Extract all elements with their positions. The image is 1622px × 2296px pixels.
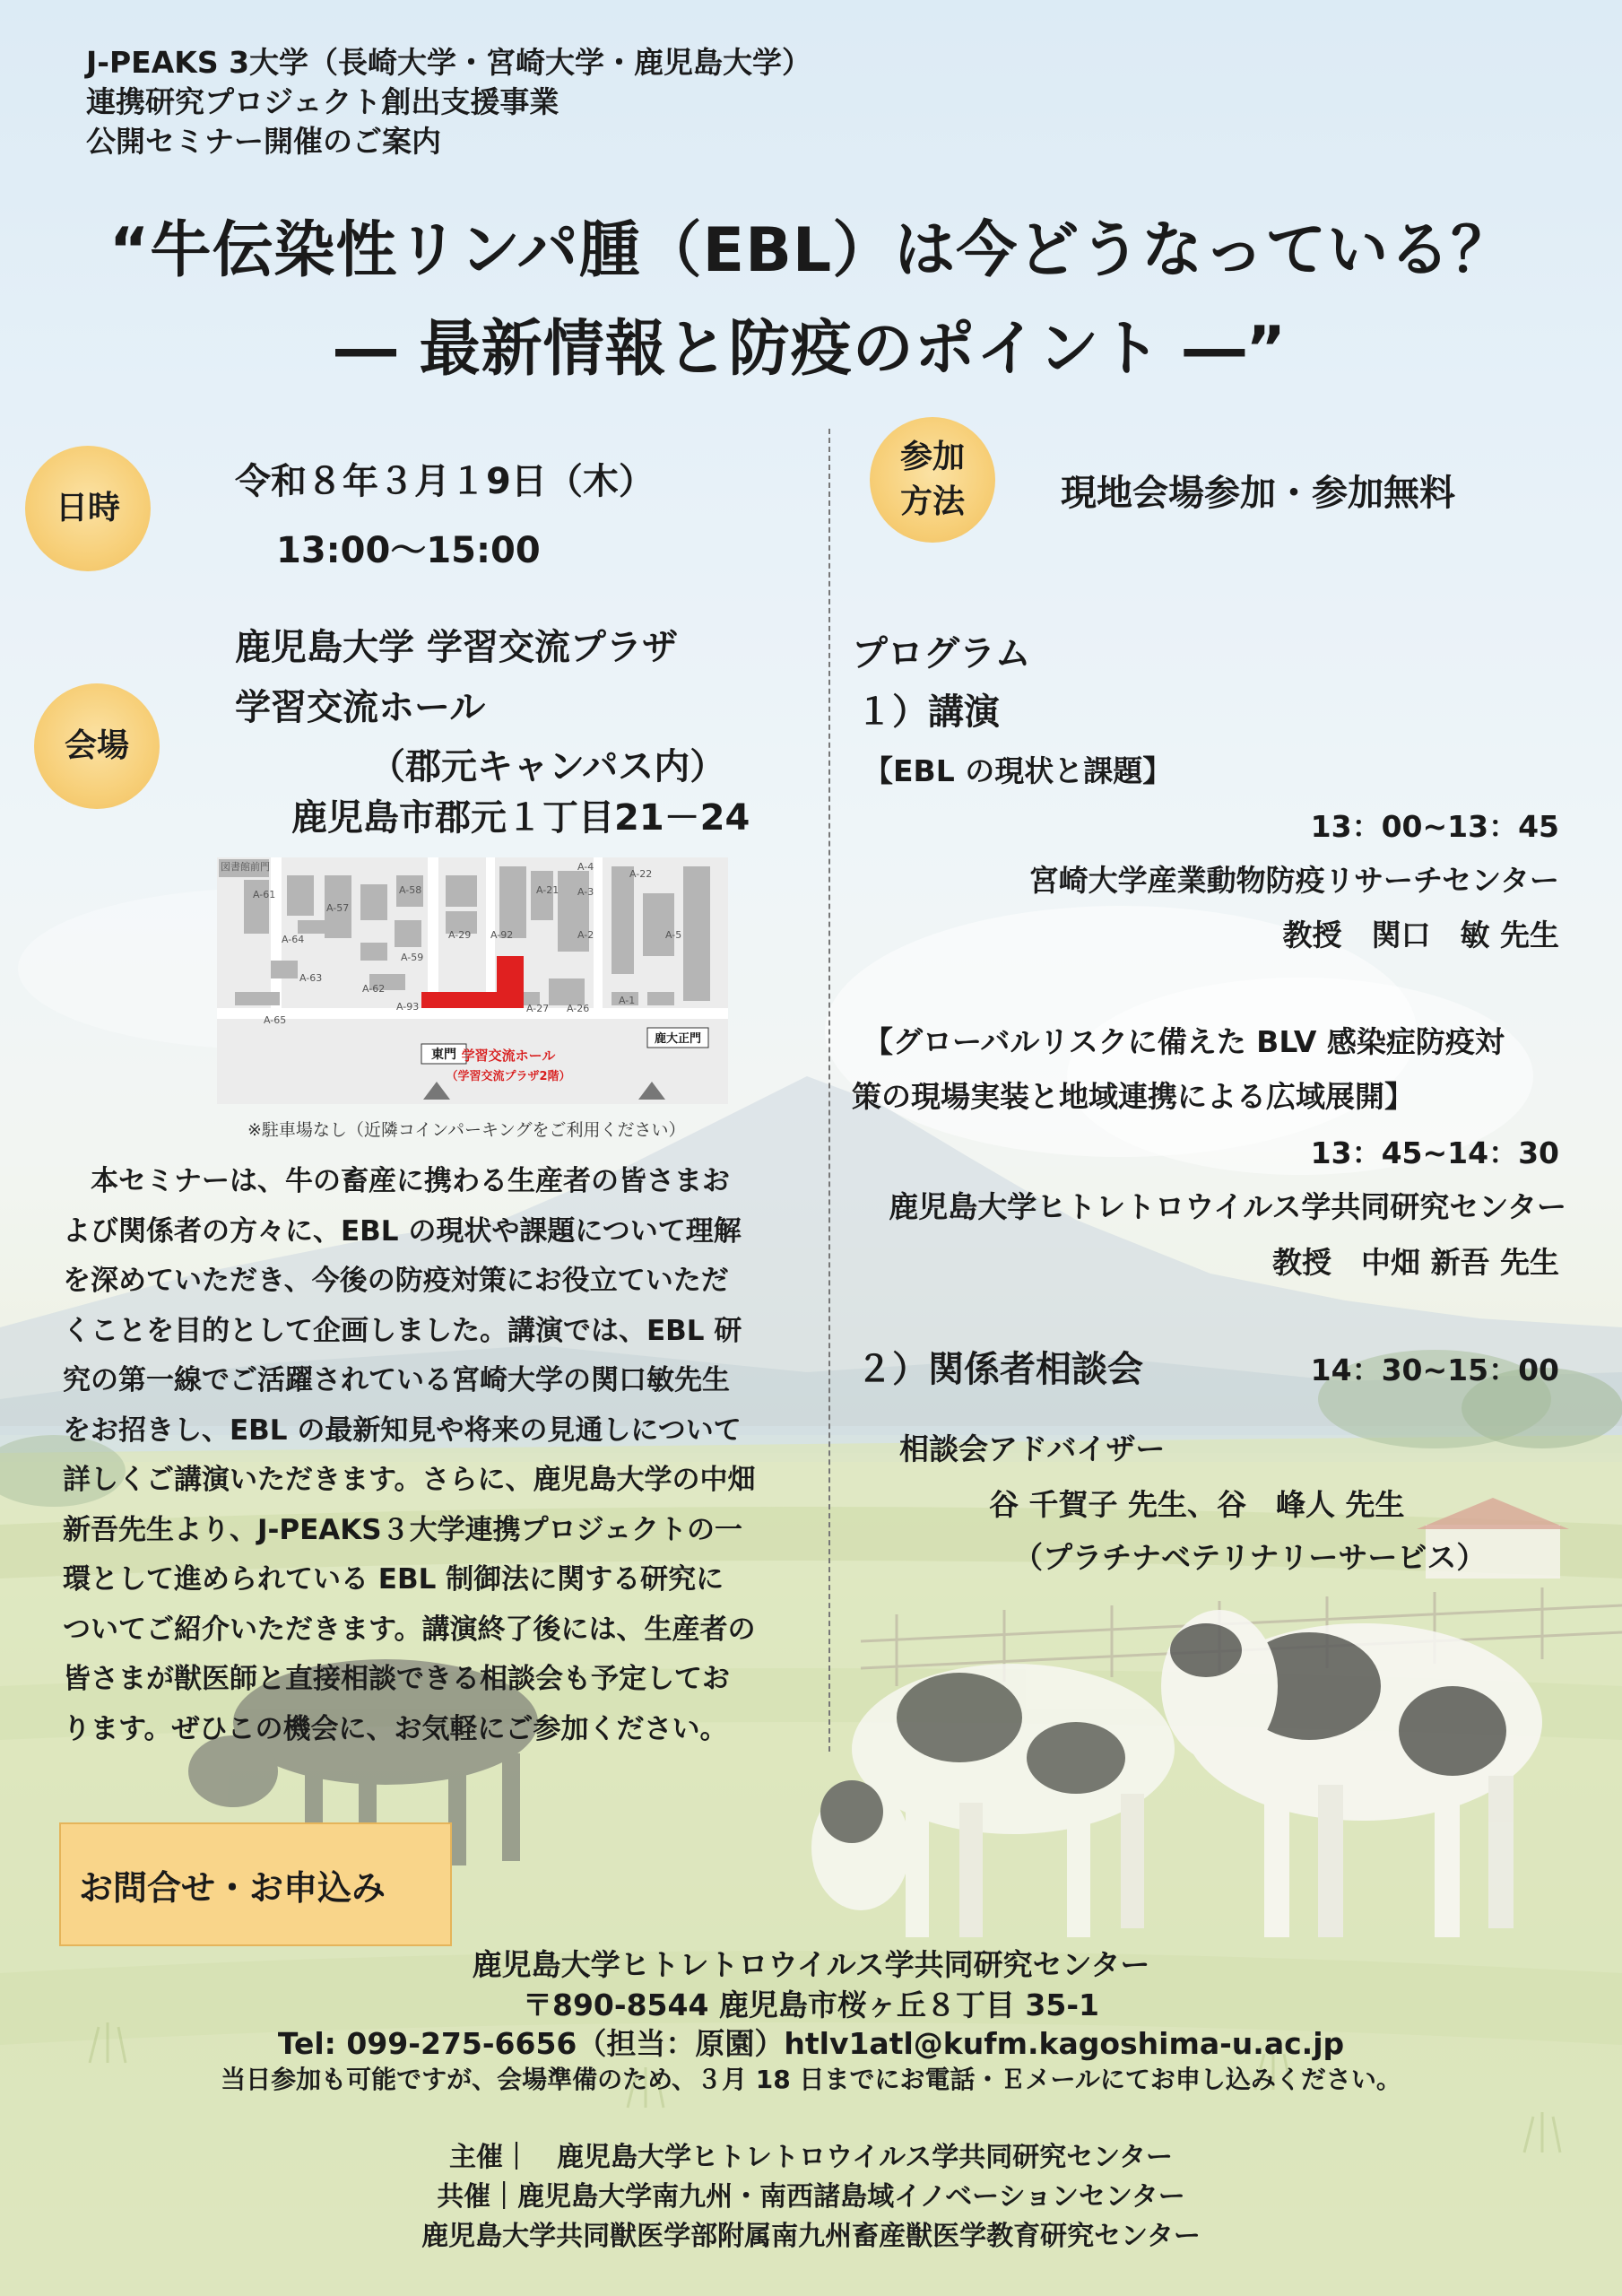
venue-line-3: （郡元キャンパス内） <box>369 746 726 787</box>
intro-line: くことを目的として企画しました。講演では、EBL 研 <box>63 1314 742 1347</box>
map-label: A-26 <box>567 1003 590 1014</box>
event-time: 13:00～15:00 <box>276 530 541 571</box>
talk2-speaker: 教授 中畑 新吾 先生 <box>1272 1245 1559 1280</box>
contact-address: 〒890-8544 鹿児島市桜ヶ丘８丁目 35-1 <box>523 1987 1099 2022</box>
participation-badge-line-1: 参加 <box>899 439 965 475</box>
talk2-title-line-1: 【グローバルリスクに備えた BLV 感染症防疫対 <box>863 1024 1505 1059</box>
event-date: 令和８年３月１9日（木） <box>235 461 655 502</box>
map-label: A-93 <box>396 1001 420 1013</box>
intro-line: 詳しくご講演いただきます。さらに、鹿児島大学の中畑 <box>63 1464 756 1496</box>
map-label: A-63 <box>299 972 323 984</box>
map-label: A-3 <box>577 886 594 898</box>
program-part1-heading: １）講演 <box>856 691 1000 733</box>
map-label: A-29 <box>448 929 472 941</box>
campus-map <box>217 857 728 1104</box>
header <box>86 43 811 161</box>
contact-organization: 鹿児島大学ヒトレトロウイルス学共同研究センター <box>472 1947 1150 1982</box>
cohost-line-1: 共催｜鹿児島大学南九州・南西諸島域イノベーションセンター <box>437 2181 1185 2213</box>
venue-badge-label: 会場 <box>64 727 129 764</box>
header-line-2: 連携研究プロジェクト創出支援事業 <box>86 84 559 119</box>
intro-line: 本セミナーは、牛の畜産に携わる生産者の皆さまお <box>63 1165 730 1197</box>
talk1-affiliation: 宮崎大学産業動物防疫リサーチセンター <box>1028 863 1559 898</box>
intro-line: 環として進められている EBL 制御法に関する研究に <box>63 1563 724 1596</box>
host-line: 主催｜ 鹿児島大学ヒトレトロウイルス学共同研究センター <box>449 2142 1173 2173</box>
map-label: A-65 <box>264 1014 287 1026</box>
talk2-title-line-2: 策の現場実装と地域連携による広域展開】 <box>852 1079 1414 1114</box>
intro-line: 皆さまが獣医師と直接相談できる相談会も予定してお <box>63 1663 730 1695</box>
talk2-affiliation: 鹿児島大学ヒトレトロウイルス学共同研究センター <box>889 1189 1566 1224</box>
parking-note: ※駐車場なし（近隣コインパーキングをご利用ください） <box>247 1120 686 1140</box>
intro-line: ります。ぜひこの機会に、お気軽にご参加ください。 <box>63 1712 728 1745</box>
map-label: A-22 <box>629 868 653 880</box>
venue-line-1: 鹿児島大学 学習交流プラザ <box>235 627 678 668</box>
map-label: A-61 <box>253 889 276 900</box>
talk2-time: 13：45~14：30 <box>1310 1135 1559 1170</box>
intro-line: 新吾先生より、J-PEAKS３大学連携プロジェクトの一 <box>63 1513 743 1546</box>
map-label: A-92 <box>490 929 514 941</box>
intro-line: ついてご紹介いただきます。講演終了後には、生産者の <box>63 1613 756 1646</box>
map-label: A-5 <box>665 929 682 941</box>
talk1-speaker: 教授 関口 敏 先生 <box>1282 918 1559 952</box>
intro-line: を深めていただき、今後の防疫対策にお役立ていただ <box>63 1265 729 1297</box>
east-gate-label: 東門 <box>431 1048 456 1062</box>
header-line-3: 公開セミナー開催のご案内 <box>86 124 441 159</box>
cohost-line-2: 鹿児島大学共同獣医学部附属南九州畜産獣医学教育研究センター <box>421 2221 1201 2252</box>
page-subtitle: ― 最新情報と防疫のポイント ―” <box>334 314 1288 385</box>
program-heading: プログラム <box>852 633 1031 674</box>
header-line-1: J-PEAKS 3大学（長崎大学・宮崎大学・鹿児島大学） <box>86 45 812 80</box>
talk1-title: 【EBL の現状と課題】 <box>863 753 1173 788</box>
talk1-time: 13：00~13：45 <box>1310 809 1559 844</box>
intro-paragraph <box>63 1157 794 1754</box>
map-label: A-4 <box>577 861 594 873</box>
hall-label: 学習交流ホール <box>461 1048 556 1064</box>
map-label: A-1 <box>619 995 636 1006</box>
map-label: 図書館前門 <box>221 861 270 873</box>
map-label: A-2 <box>577 929 594 941</box>
participation-badge <box>870 417 995 543</box>
map-label: A-21 <box>536 884 559 896</box>
part2-time: 14：30~15：00 <box>1310 1352 1559 1387</box>
participation-badge-text <box>900 435 965 525</box>
map-label: A-57 <box>326 902 350 914</box>
page-title: “牛伝染性リンパ腫（EBL）は今どうなっている？ <box>108 215 1514 286</box>
hall-floor-label: （学習交流プラザ2階） <box>446 1070 571 1083</box>
program-part2-heading: ２）関係者相談会 <box>856 1349 1143 1390</box>
datetime-badge <box>25 446 151 571</box>
map-label: A-27 <box>526 1003 550 1014</box>
advisor-organization: （プラチナベテリナリーサービス） <box>1013 1540 1487 1575</box>
venue-badge <box>34 683 160 809</box>
contact-tel-email: Tel: 099-275-6656（担当：原園）htlv1atl@kufm.kagoshima-u.ac.jp <box>277 2026 1345 2061</box>
map-label: A-64 <box>282 934 305 945</box>
participation-badge-line-2: 方法 <box>899 483 965 520</box>
venue-line-2: 学習交流ホール <box>235 687 486 728</box>
datetime-badge-label: 日時 <box>55 490 120 526</box>
contact-box <box>59 1822 452 1946</box>
intro-line: 究の第一線でご活躍されている宮崎大学の関口敏先生 <box>63 1364 730 1396</box>
advisor-label: 相談会アドバイザー <box>899 1431 1166 1466</box>
participation-text: 現地会場参加・参加無料 <box>1061 473 1455 514</box>
advisor-names: 谷 千賀子 先生、谷 峰人 先生 <box>989 1487 1405 1522</box>
intro-line: よび関係者の方々に、EBL の現状や課題について理解 <box>63 1214 742 1248</box>
contact-note: 当日参加も可能ですが、会場準備のため、３月 18 日までにお電話・Ｅメールにてお申し込みください。 <box>221 2065 1401 2094</box>
intro-line: をお招きし、EBL の最新知見や将来の見通しについて <box>63 1413 742 1447</box>
venue-address: 鹿児島市郡元１丁目21－24 <box>291 797 750 839</box>
campus-map-drawing <box>217 857 728 1104</box>
map-label: A-58 <box>399 884 422 896</box>
main-gate-label: 鹿大正門 <box>654 1032 702 1046</box>
contact-box-label: お問合せ・お申込み <box>79 1867 386 1908</box>
column-divider <box>828 429 830 1752</box>
map-label: A-62 <box>362 983 386 995</box>
map-label: A-59 <box>401 952 424 963</box>
